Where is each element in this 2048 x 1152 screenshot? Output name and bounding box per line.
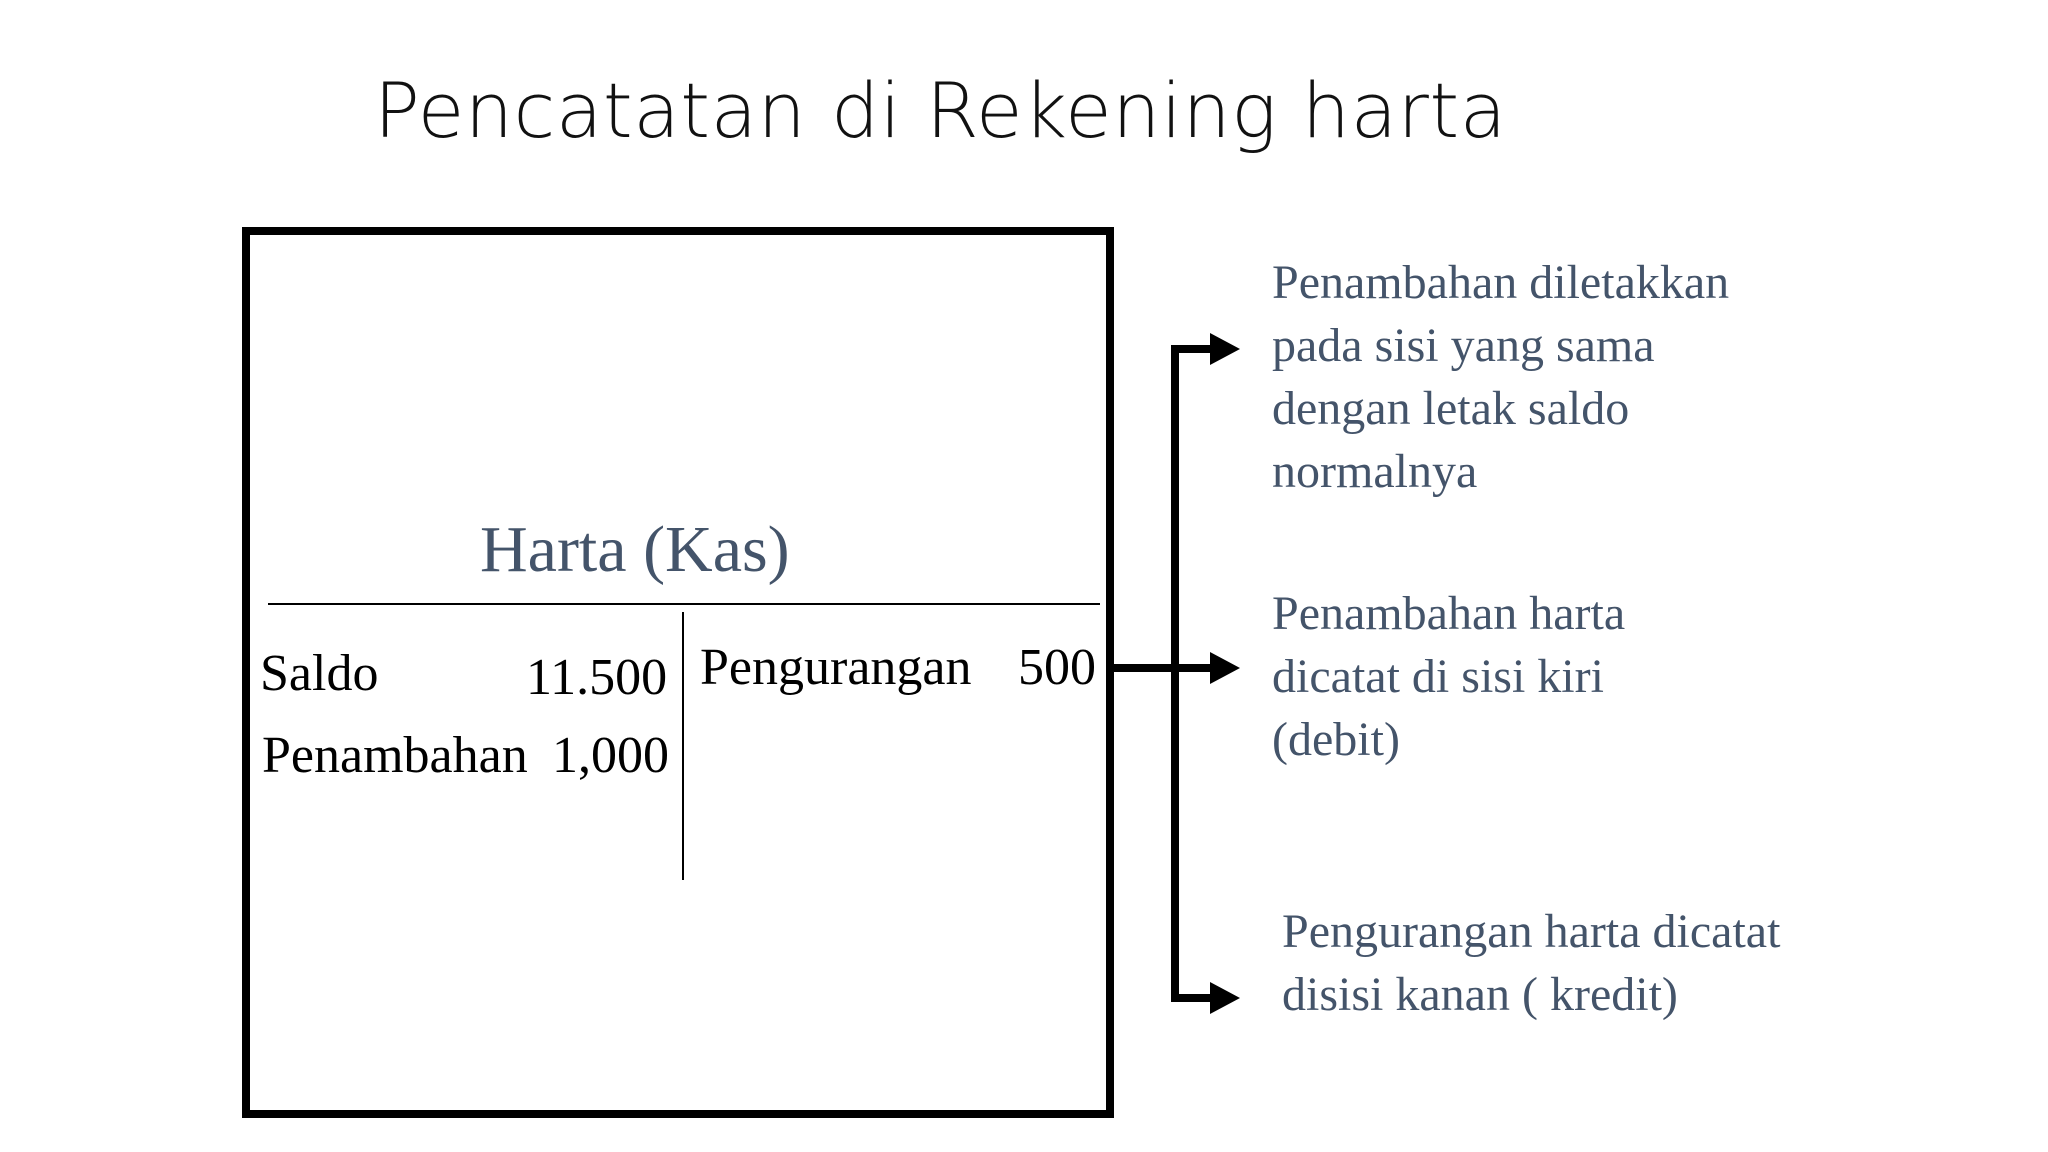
note-bottom-line: Pengurangan harta dicatat — [1282, 905, 1781, 958]
note-top-line: dengan letak saldo — [1272, 382, 1630, 435]
debit-amount-penambahan: 1,000 — [552, 727, 669, 784]
arrow-top-head — [1210, 333, 1240, 365]
note-middle — [1272, 582, 1625, 771]
note-top — [1272, 251, 1729, 503]
credit-label-pengurangan: Pengurangan — [700, 639, 972, 696]
debit-label-penambahan: Penambahan — [262, 727, 528, 784]
slide-title: Pencatatan di Rekening harta — [374, 66, 1507, 155]
note-top-line: pada sisi yang sama — [1272, 319, 1655, 372]
account-title: Harta (Kas) — [480, 513, 790, 586]
arrow-middle-head — [1210, 652, 1240, 684]
debit-label-saldo: Saldo — [260, 645, 379, 702]
note-bottom — [1282, 900, 1780, 1026]
note-top-line: normalnya — [1272, 445, 1478, 498]
note-middle-line: Penambahan harta — [1272, 587, 1626, 640]
debit-amount-saldo: 11.500 — [526, 649, 668, 706]
note-middle-line: dicatat di sisi kiri — [1272, 650, 1604, 703]
note-middle-line: (debit) — [1272, 713, 1400, 766]
arrow-bottom-head — [1210, 982, 1240, 1014]
credit-amount-pengurangan: 500 — [1018, 639, 1096, 696]
note-bottom-line: disisi kanan ( kredit) — [1282, 968, 1678, 1021]
note-top-line: Penambahan diletakkan — [1272, 256, 1730, 309]
